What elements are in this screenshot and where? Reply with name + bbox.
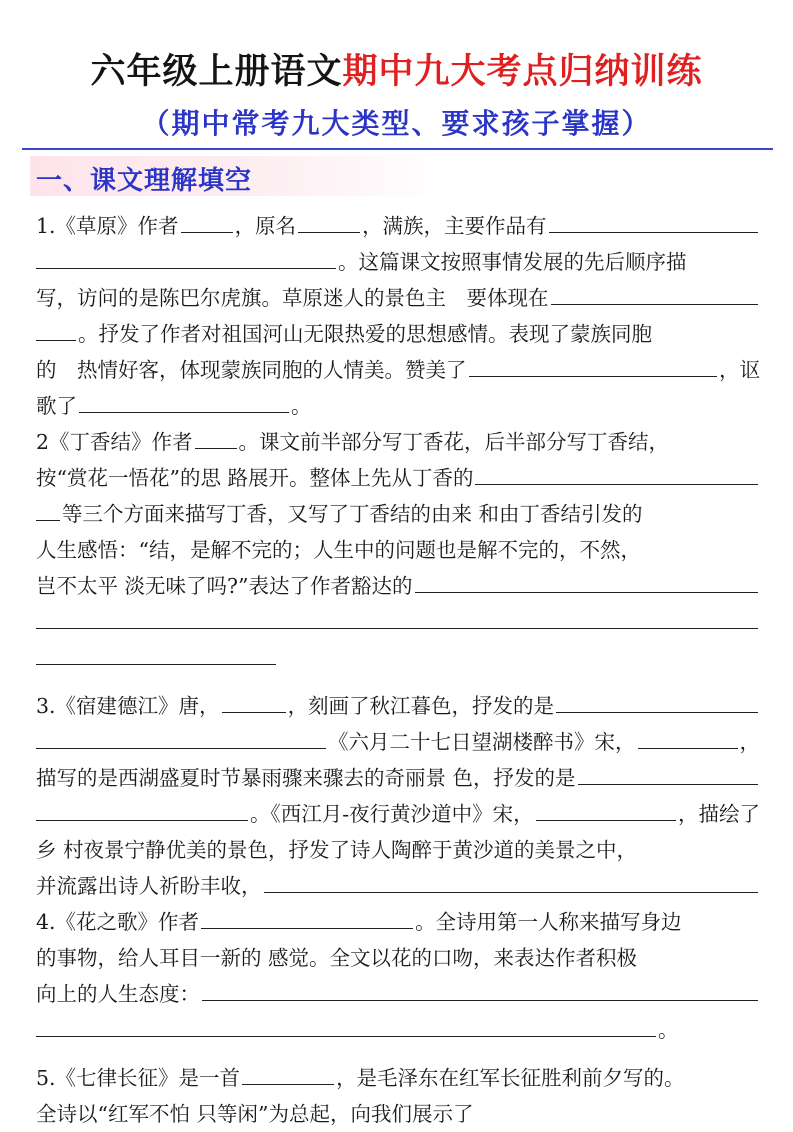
text-line: 描写的是西湖盛夏时节暴雨骤来骤去的奇丽景 色，抒发的是 (36, 760, 760, 796)
answer-blank[interactable] (222, 688, 286, 713)
answer-blank[interactable] (415, 568, 759, 593)
answer-blank[interactable] (36, 724, 326, 749)
text-line: 的事物，给人耳目一新的 感觉。全文以花的口吻，来表达作者积极 (36, 946, 638, 970)
text-line: 。 (36, 1012, 760, 1048)
answer-blank[interactable] (469, 352, 718, 377)
text-line: 1.《草原》作者 ，原名 ，满族，主要作品有 (36, 208, 760, 244)
answer-blank[interactable] (638, 724, 738, 749)
answer-blank[interactable] (242, 1060, 334, 1085)
text-line: 人生感悟：“结，是解不完的；人生中的问题也是解不完的，不然， (36, 538, 641, 562)
answer-blank[interactable] (36, 604, 758, 629)
answer-blank[interactable] (556, 688, 758, 713)
text-line: 的 热情好客，体现蒙族同胞的人情美。赞美了 ，讴 (36, 352, 760, 388)
text-line: 3.《宿建德江》唐， ，刻画了秋江暮色，抒发的是 (36, 688, 760, 724)
answer-blank[interactable] (36, 640, 276, 665)
answer-blank[interactable] (181, 208, 233, 233)
text-line: 歌了 。 (36, 388, 760, 424)
text-line: 乡 村夜景宁静优美的景色，抒发了诗人陶醉于黄沙道的美景之中， (36, 838, 638, 862)
text-line: 岂不太平 淡无味了吗?”表达了作者豁达的 (36, 568, 760, 604)
answer-blank[interactable] (201, 904, 413, 929)
answer-blank[interactable] (36, 244, 336, 269)
answer-blank[interactable] (36, 1012, 656, 1037)
text-line: 。《西江月-夜行黄沙道中》宋， ，描绘了 (36, 796, 760, 832)
answer-blank[interactable] (578, 760, 758, 785)
text-line: 4.《花之歌》作者 。全诗用第一人称来描写身边 (36, 904, 760, 940)
title-topic: 期中九大考点归纳训练 (342, 52, 703, 92)
answer-blank[interactable] (298, 208, 360, 233)
section-title: 一、课文理解填空 (36, 166, 253, 196)
page-title (0, 44, 793, 94)
text-line: 。抒发了作者对祖国河山无限热爱的思想感情。表现了蒙族同胞 (36, 316, 760, 352)
text-line: 并流露出诗人祈盼丰收， (36, 868, 760, 904)
text-line: 。这篇课文按照事情发展的先后顺序描 (36, 244, 760, 280)
answer-blank[interactable] (264, 868, 759, 893)
answer-blank[interactable] (549, 208, 758, 233)
text-line: 2《丁香结》作者 。课文前半部分写丁香花，后半部分写丁香结， (36, 424, 760, 460)
text-line: 向上的人生态度： (36, 976, 760, 1012)
text-line: 5.《七律长征》是一首 ，是毛泽东在红军长征胜利前夕写的。 (36, 1060, 760, 1096)
exercise-content (36, 208, 760, 1132)
answer-blank[interactable] (195, 424, 237, 449)
answer-blank[interactable] (202, 976, 758, 1001)
text-line: 《六月二十七日望湖楼醉书》宋， ， (36, 724, 760, 760)
text-line: 等三个方面来描写丁香，又写了丁香结的由来 和由丁香结引发的 (36, 496, 760, 532)
answer-blank[interactable] (551, 280, 759, 305)
answer-blank[interactable] (475, 460, 758, 485)
answer-blank[interactable] (36, 796, 248, 821)
page-subtitle: （期中常考九大类型、要求孩子掌握） (141, 107, 652, 140)
answer-blank[interactable] (36, 316, 76, 341)
text-line: 按“赏花一悟花”的思 路展开。整体上先从丁香的 (36, 460, 760, 496)
title-grade: 六年级上册语文 (90, 52, 343, 92)
header-divider (22, 148, 773, 150)
text-line: 全诗以“红军不怕 只等闲”为总起，向我们展示了 (36, 1102, 474, 1126)
answer-blank[interactable] (79, 388, 289, 413)
text-line (36, 640, 760, 676)
answer-blank[interactable] (536, 796, 676, 821)
answer-blank[interactable] (36, 496, 60, 521)
text-line (36, 604, 760, 640)
text-line: 写，访问的是陈巴尔虎旗。草原迷人的景色主 要体现在 (36, 280, 760, 316)
